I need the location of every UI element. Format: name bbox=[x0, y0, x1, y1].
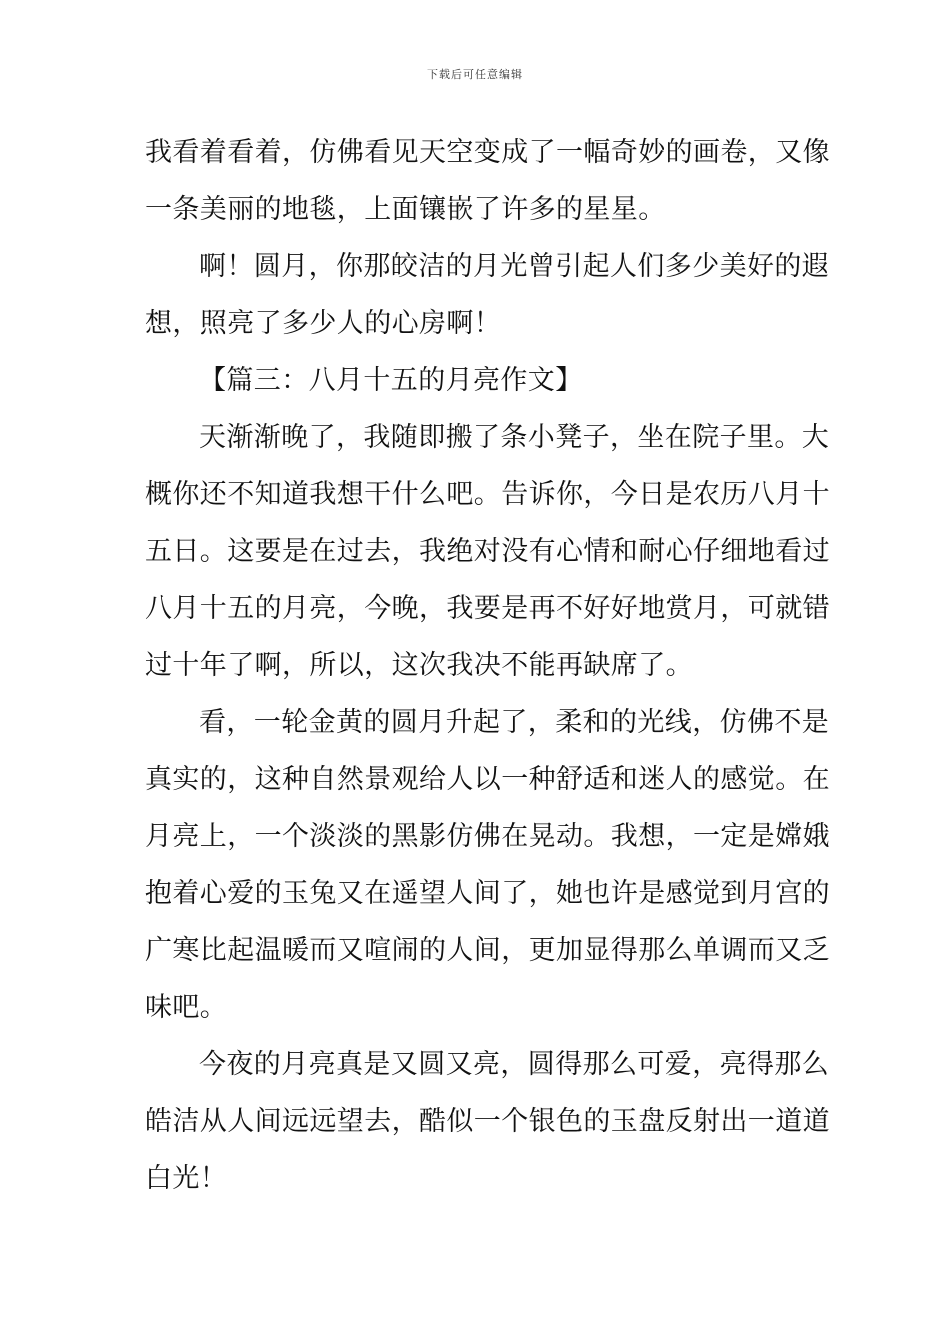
section-heading: 【篇三：八月十五的月亮作文】 bbox=[199, 365, 583, 396]
text-line: 我看着看着，仿佛看见天空变成了一幅奇妙的画卷，又像 bbox=[145, 137, 830, 168]
document-body bbox=[145, 124, 830, 1207]
text-line: 概你还不知道我想干什么吧。告诉你，今日是农历八月十 bbox=[145, 479, 830, 510]
paragraph-start-line: 今夜的月亮真是又圆又亮，圆得那么可爱，亮得那么 bbox=[199, 1049, 830, 1080]
text-line: 一条美丽的地毯，上面镶嵌了许多的星星。 bbox=[145, 194, 666, 225]
paragraph-start-line: 啊！圆月，你那皎洁的月光曾引起人们多少美好的遐 bbox=[199, 251, 830, 282]
text-line: 味吧。 bbox=[145, 992, 228, 1023]
page-header: 下载后可任意编辑 bbox=[427, 68, 523, 81]
paragraph-start-line: 看，一轮金黄的圆月升起了，柔和的光线，仿佛不是 bbox=[199, 707, 830, 738]
text-line: 八月十五的月亮，今晚，我要是再不好好地赏月，可就错 bbox=[145, 593, 830, 624]
text-line: 抱着心爱的玉兔又在遥望人间了，她也许是感觉到月宫的 bbox=[145, 878, 830, 909]
text-line: 白光！ bbox=[145, 1163, 228, 1194]
text-line: 过十年了啊，所以，这次我决不能再缺席了。 bbox=[145, 650, 693, 681]
paragraph-start-line: 天渐渐晚了，我随即搬了条小凳子，坐在院子里。大 bbox=[199, 422, 830, 453]
text-line: 月亮上，一个淡淡的黑影仿佛在晃动。我想，一定是嫦娥 bbox=[145, 821, 830, 852]
text-line: 五日。这要是在过去，我绝对没有心情和耐心仔细地看过 bbox=[145, 536, 830, 567]
text-line: 皓洁从人间远远望去，酷似一个银色的玉盘反射出一道道 bbox=[145, 1106, 830, 1137]
text-line: 广寒比起温暖而又喧闹的人间，更加显得那么单调而又乏 bbox=[145, 935, 830, 966]
text-line: 想，照亮了多少人的心房啊！ bbox=[145, 308, 502, 339]
text-line: 真实的，这种自然景观给人以一种舒适和迷人的感觉。在 bbox=[145, 764, 830, 795]
